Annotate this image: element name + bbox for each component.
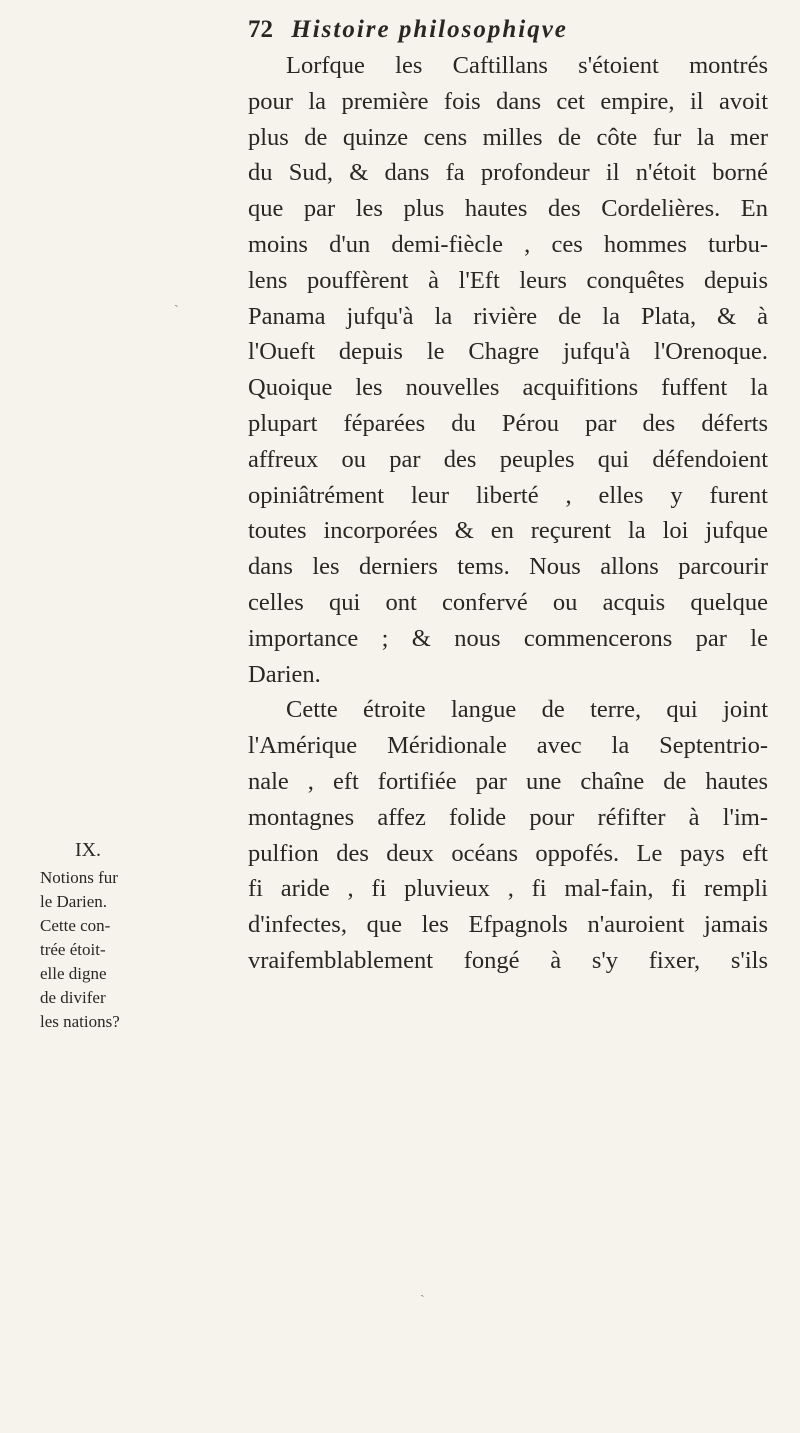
text-line: opiniâtrément leur liberté , elles y furent bbox=[248, 481, 768, 509]
stray-mark: ˎ bbox=[420, 1282, 425, 1298]
margin-note-line: elle digne bbox=[40, 964, 107, 983]
text-line: affreux ou par des peuples qui défendoient bbox=[248, 445, 768, 473]
stray-mark: ˎ bbox=[174, 292, 179, 308]
text-line: Darien. bbox=[248, 660, 321, 688]
text-line: Lorfque les Caftillans s'étoient montrés bbox=[286, 52, 768, 79]
text-line: vraifemblablement fongé à s'y fixer, s'ils bbox=[248, 946, 768, 974]
text-line: toutes incorporées & en reçurent la loi jufque bbox=[248, 517, 768, 545]
text-line: dans les derniers tems. Nous allons parcourir bbox=[248, 553, 768, 581]
margin-note-line: Cette con- bbox=[40, 916, 111, 935]
text-line: l'Amérique Méridionale avec la Septentrio- bbox=[248, 732, 768, 760]
page-number: 72 bbox=[248, 16, 273, 43]
text-line: importance ; & nous commencerons par le bbox=[248, 624, 768, 652]
section-number: IX. bbox=[74, 839, 102, 861]
body-text bbox=[248, 48, 768, 979]
running-title: Histoire philosophiqve bbox=[291, 16, 568, 43]
margin-note-line: les nations? bbox=[40, 1012, 120, 1031]
margin-note-line: le Darien. bbox=[40, 892, 108, 911]
margin-note-line: de divifer bbox=[40, 988, 106, 1007]
text-line: montagnes affez folide pour réfifter à l'im- bbox=[248, 803, 768, 831]
text-line: nale , eft fortifiée par une chaîne de hautes bbox=[248, 767, 768, 795]
margin-note-line: Notions fur bbox=[40, 868, 118, 887]
text-line: moins d'un demi-fiècle , ces hommes turbu- bbox=[248, 230, 768, 258]
margin-note-line: trée étoit- bbox=[40, 940, 106, 959]
text-line: pour la première fois dans cet empire, il avoit bbox=[248, 87, 768, 115]
text-line: Panama jufqu'à la rivière de la Plata, & à bbox=[248, 302, 768, 330]
text-line: Quoique les nouvelles acquifitions fuffent la bbox=[248, 374, 768, 402]
text-line: que par les plus hautes des Cordelières. En bbox=[248, 195, 768, 223]
text-line: plupart féparées du Pérou par des déferts bbox=[248, 409, 768, 437]
margin-note bbox=[40, 838, 240, 1034]
text-line: pulfion des deux océans oppofés. Le pays eft bbox=[248, 839, 768, 867]
text-line: l'Oueft depuis le Chagre jufqu'à l'Orenoque. bbox=[248, 338, 768, 366]
text-line: celles qui ont confervé ou acquis quelque bbox=[248, 588, 768, 616]
text-line: plus de quinze cens milles de côte fur la mer bbox=[248, 123, 768, 151]
text-line: du Sud, & dans fa profondeur il n'étoit borné bbox=[248, 159, 768, 187]
text-line: Cette étroite langue de terre, qui joint bbox=[286, 696, 768, 724]
text-line: d'infectes, que les Efpagnols n'auroient jamais bbox=[248, 911, 768, 939]
text-line: fi aride , fi pluvieux , fi mal-fain, fi rempli bbox=[248, 875, 768, 903]
text-line: lens pouffèrent à l'Eft leurs conquêtes depuis bbox=[248, 266, 768, 294]
running-header bbox=[248, 12, 758, 48]
